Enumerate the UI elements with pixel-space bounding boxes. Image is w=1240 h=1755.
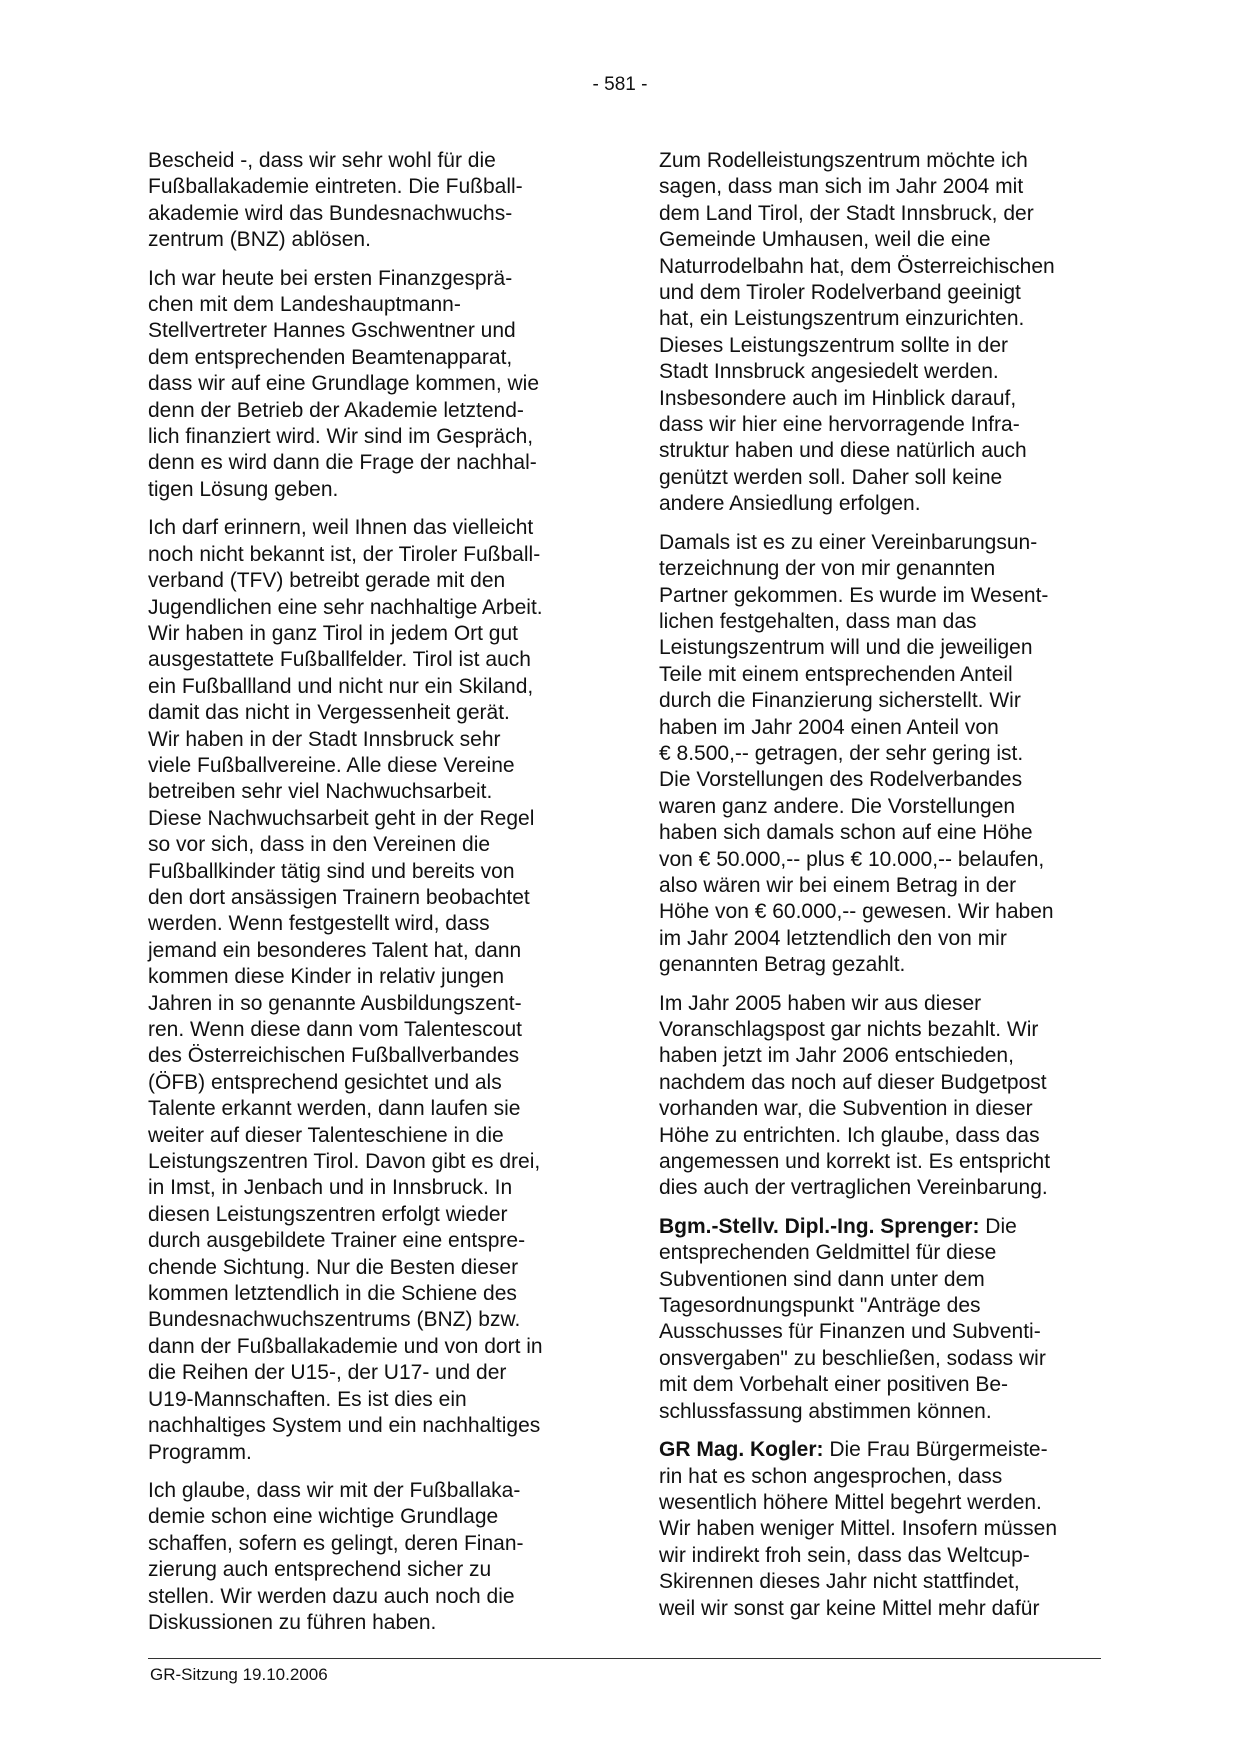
speaker-paragraph: [659, 1214, 1104, 1425]
speech-text: Die entsprechenden Geldmittel für diese Subventionen sind dann unter dem Tagesordnungspunkt "Anträge des Ausschusses für Finanzen und Subventi- onsvergaben" zu beschließen, sodass wir mit dem Vorbehalt einer positiven Be- schlussfassung abstimmen können.: [659, 1214, 1046, 1423]
footer-session-date: GR-Sitzung 19.10.2006: [150, 1665, 328, 1684]
paragraph: Im Jahr 2005 haben wir aus dieser Voranschlagspost gar nichts bezahlt. Wir haben jetzt im Jahr 2006 entschieden, nachdem das noch auf dieser Budgetpost vorhanden war, die Subvention in dieser Höhe zu entrichten. Ich glaube, dass das angemessen und korrekt ist. Es entspricht dies auch der vertraglichen Vereinbarung.: [659, 991, 1051, 1200]
paragraph: Bescheid -, dass wir sehr wohl für die Fußballakademie eintreten. Die Fußball- akademie wird das Bundesnachwuchs- zentrum (BNZ) ablösen.: [148, 149, 523, 252]
speaker-name: GR Mag. Kogler:: [659, 1438, 824, 1462]
speaker-paragraph: [659, 1437, 1104, 1622]
paragraph: Zum Rodelleistungszentrum möchte ich sagen, dass man sich im Jahr 2004 mit dem Land Tirol, der Stadt Innsbruck, der Gemeinde Umhausen, weil die eine Naturrodelbahn hat, dem Österreichischen und dem Tiroler Rodelverband geeinigt hat, ein Leistungszentrum einzurichten. Dieses Leistungszentrum sollte in der Stadt Innsbruck angesiedelt werden. Insbesondere auch im Hinblick darauf, dass wir hier eine hervorragende Infra- struktur haben und diese natürlich auch genützt werden soll. Daher soll keine andere Ansiedlung erfolgen.: [659, 149, 1055, 516]
paragraph: Ich glaube, dass wir mit der Fußballaka- demie schon eine wichtige Grundlage schaffen, sofern es gelingt, deren Finan- zierung auch entsprechend sicher zu stellen. Wir werden dazu auch noch die Diskussionen zu führen haben.: [148, 1478, 524, 1634]
paragraph: Ich darf erinnern, weil Ihnen das vielleicht noch nicht bekannt ist, der Tiroler Fußball- verband (TFV) betreibt gerade mit den Jugendlichen eine sehr nachhaltige Arbeit. Wir haben in ganz Tirol in jedem Ort gut ausgestattete Fußballfelder. Tirol ist auch ein Fußballland und nicht nur ein Skiland, damit das nicht in Vergessenheit gerät. Wir haben in der Stadt Innsbruck sehr viele Fußballvereine. Alle diese Vereine betreiben sehr viel Nachwuchsarbeit. Diese Nachwuchsarbeit geht in der Regel so vor sich, dass in den Vereinen die Fußballkinder tätig sind und bereits von den dort ansässigen Trainern beobachtet werden. Wenn festgestellt wird, dass jemand ein besonderes Talent hat, dann kommen diese Kinder in relativ jungen Jahren in so genannte Ausbildungszent- ren. Wenn diese dann vom Talentescout des Österreichischen Fußballverbandes (ÖFB) entsprechend gesichtet und als Talente erkannt werden, dann laufen sie weiter auf dieser Talenteschiene in die Leistungszentren Tirol. Davon gibt es drei, in Imst, in Jenbach und in Innsbruck. In diesen Leistungszentren erfolgt wieder durch ausgebildete Trainer eine entspre- chende Sichtung. Nur die Besten dieser kommen letztendlich in die Schiene des Bundesnachwuchszentrums (BNZ) bzw. dann der Fußballakademie und von dort in die Reihen der U15-, der U17- und der U19-Mannschaften. Es ist dies ein nachhaltiges System und ein nachhaltiges Programm.: [148, 516, 543, 1464]
paragraph: Damals ist es zu einer Vereinbarungsun- terzeichnung der von mir genannten Partner gekommen. Es wurde im Wesent- lichen festgehalten, dass man das Leistungszentrum will und die jeweiligen Teile mit einem entsprechenden Anteil durch die Finanzierung sicherstellt. Wir haben im Jahr 2004 einen Anteil von € 8.500,-- getragen, der sehr gering ist. Die Vorstellungen des Rodelverbandes waren ganz andere. Die Vorstellungen haben sich damals schon auf eine Höhe von € 50.000,-- plus € 10.000,-- belaufen, also wären wir bei einem Betrag in der Höhe von € 60.000,-- gewesen. Wir haben im Jahr 2004 letztendlich den von mir genannten Betrag gezahlt.: [659, 530, 1054, 977]
speaker-name: Bgm.-Stellv. Dipl.-Ing. Sprenger:: [659, 1214, 980, 1238]
right-column: [659, 148, 1104, 1634]
footer-divider: [148, 1658, 1101, 1659]
page-number: - 581 -: [592, 74, 648, 95]
speech-text: Die Frau Bürgermeiste- rin hat es schon angesprochen, dass wesentlich höhere Mittel begehrt werden. Wir haben weniger Mittel. Insofern müssen wir indirekt froh sein, dass das Weltcup- Skirennen dieses Jahr nicht stattfindet, weil wir sonst gar keine Mittel mehr dafür: [659, 1438, 1058, 1620]
left-column: [148, 148, 593, 1648]
paragraph: Ich war heute bei ersten Finanzgesprä- chen mit dem Landeshauptmann- Stellvertreter Hannes Gschwentner und dem entsprechenden Beamtenapparat, dass wir auf eine Grundlage kommen, wie denn der Betrieb der Akademie letztend- lich finanziert wird. Wir sind im Gespräch, denn es wird dann die Frage der nachhal- tigen Lösung geben.: [148, 266, 540, 501]
